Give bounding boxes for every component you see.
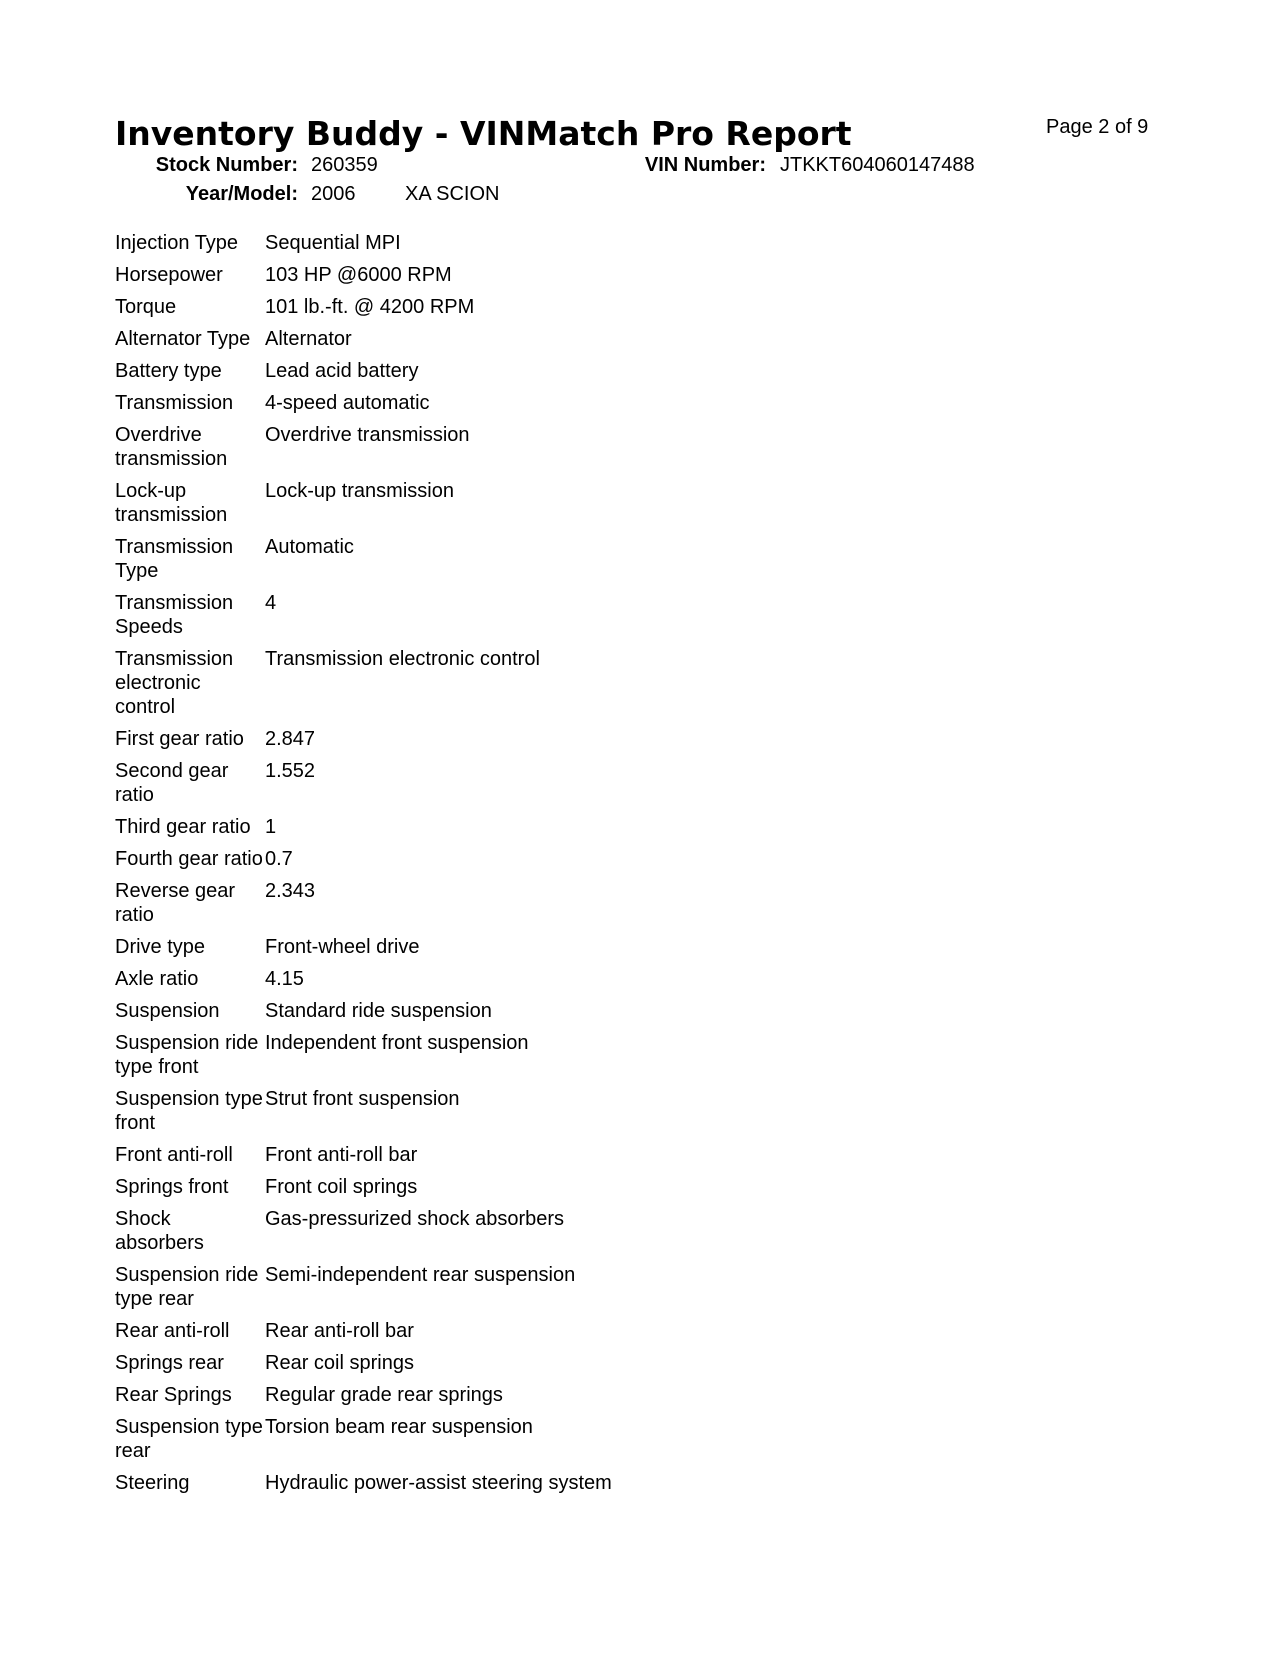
spec-row	[115, 1175, 875, 1207]
spec-row	[115, 999, 875, 1031]
spec-label: Overdrive transmission	[115, 424, 228, 470]
spec-label: Fourth gear ratio	[115, 848, 263, 870]
spec-row	[115, 935, 875, 967]
spec-label: Transmission	[115, 392, 234, 414]
spec-table	[115, 231, 875, 1503]
spec-value: 1.552	[265, 760, 316, 782]
spec-value: Rear coil springs	[265, 1352, 414, 1374]
spec-row	[115, 847, 875, 879]
spec-row	[115, 359, 875, 391]
spec-label: Alternator Type	[115, 328, 251, 350]
spec-label: Transmission Type	[115, 536, 234, 582]
spec-value: 101 lb.-ft. @ 4200 RPM	[265, 296, 475, 318]
spec-row	[115, 479, 875, 535]
spec-row	[115, 1263, 875, 1319]
spec-row	[115, 423, 875, 479]
spec-row	[115, 591, 875, 647]
spec-value: 4.15	[265, 968, 304, 990]
spec-value: Standard ride suspension	[265, 1000, 492, 1022]
spec-row	[115, 647, 875, 727]
model-value: XA SCION	[405, 183, 500, 205]
spec-value: Rear anti-roll bar	[265, 1320, 414, 1342]
spec-label: Reverse gear ratio	[115, 880, 236, 926]
spec-value: Alternator	[265, 328, 352, 350]
spec-row	[115, 391, 875, 423]
spec-label: Third gear ratio	[115, 816, 251, 838]
spec-row	[115, 295, 875, 327]
spec-value: Automatic	[265, 536, 354, 558]
spec-value: Sequential MPI	[265, 232, 401, 254]
spec-label: Suspension	[115, 1000, 220, 1022]
spec-value: 1	[265, 816, 277, 838]
spec-row	[115, 1351, 875, 1383]
spec-value: Torsion beam rear suspension	[265, 1416, 533, 1438]
stock-number-value: 260359	[311, 154, 378, 176]
vin-number-label: VIN Number:	[644, 154, 766, 176]
spec-row	[115, 759, 875, 815]
spec-value: Front-wheel drive	[265, 936, 420, 958]
spec-row	[115, 535, 875, 591]
report-title: Inventory Buddy - VINMatch Pro Report	[115, 114, 852, 153]
spec-value: Regular grade rear springs	[265, 1384, 503, 1406]
spec-value: Gas-pressurized shock absorbers	[265, 1208, 565, 1230]
spec-row	[115, 1031, 875, 1087]
spec-value: 4-speed automatic	[265, 392, 430, 414]
spec-value: 103 HP @6000 RPM	[265, 264, 452, 286]
spec-row	[115, 879, 875, 935]
spec-row	[115, 1143, 875, 1175]
spec-row	[115, 1415, 875, 1471]
spec-row	[115, 1087, 875, 1143]
spec-row	[115, 327, 875, 359]
spec-row	[115, 231, 875, 263]
spec-label: Rear Springs	[115, 1384, 232, 1406]
spec-value: Front anti-roll bar	[265, 1144, 418, 1166]
spec-label: Rear anti-roll	[115, 1320, 230, 1342]
spec-value: 2.343	[265, 880, 316, 902]
spec-label: Second gear ratio	[115, 760, 229, 806]
spec-label: Suspension ride type front	[115, 1032, 259, 1078]
year-model-label: Year/Model:	[185, 183, 298, 205]
spec-value: Strut front suspension	[265, 1088, 460, 1110]
spec-value: Lead acid battery	[265, 360, 419, 382]
year-value: 2006	[311, 183, 356, 205]
spec-value: Overdrive transmission	[265, 424, 470, 446]
spec-value: 4	[265, 592, 277, 614]
spec-row	[115, 263, 875, 295]
spec-value: Hydraulic power-assist steering system	[265, 1472, 612, 1494]
spec-value: Transmission electronic control	[265, 648, 540, 670]
spec-label: Front anti-roll	[115, 1144, 233, 1166]
spec-label: Drive type	[115, 936, 206, 958]
spec-label: Transmission electronic control	[115, 648, 234, 718]
spec-label: Springs front	[115, 1176, 229, 1198]
spec-label: Axle ratio	[115, 968, 199, 990]
spec-label: Suspension type rear	[115, 1416, 263, 1462]
spec-label: Torque	[115, 296, 177, 318]
spec-row	[115, 1207, 875, 1263]
spec-value: Front coil springs	[265, 1176, 418, 1198]
spec-row	[115, 815, 875, 847]
spec-label: Suspension type front	[115, 1088, 263, 1134]
vin-number-value: JTKKT604060147488	[780, 154, 975, 176]
spec-value: Semi-independent rear suspension	[265, 1264, 576, 1286]
spec-label: Steering	[115, 1472, 190, 1494]
stock-number-label: Stock Number:	[155, 154, 298, 176]
spec-value: Independent front suspension	[265, 1032, 529, 1054]
page-number: Page 2 of 9	[1046, 116, 1149, 138]
spec-label: Lock-up transmission	[115, 480, 228, 526]
spec-value: Lock-up transmission	[265, 480, 454, 502]
spec-label: Springs rear	[115, 1352, 224, 1374]
spec-row	[115, 967, 875, 999]
spec-row	[115, 727, 875, 759]
spec-row	[115, 1383, 875, 1415]
spec-row	[115, 1319, 875, 1351]
spec-row	[115, 1471, 875, 1503]
spec-label: Transmission Speeds	[115, 592, 234, 638]
spec-label: Injection Type	[115, 232, 239, 254]
spec-value: 2.847	[265, 728, 316, 750]
spec-label: Horsepower	[115, 264, 223, 286]
spec-label: Battery type	[115, 360, 222, 382]
spec-label: Suspension ride type rear	[115, 1264, 259, 1310]
spec-label: First gear ratio	[115, 728, 244, 750]
spec-label: Shock absorbers	[115, 1208, 204, 1254]
spec-value: 0.7	[265, 848, 293, 870]
